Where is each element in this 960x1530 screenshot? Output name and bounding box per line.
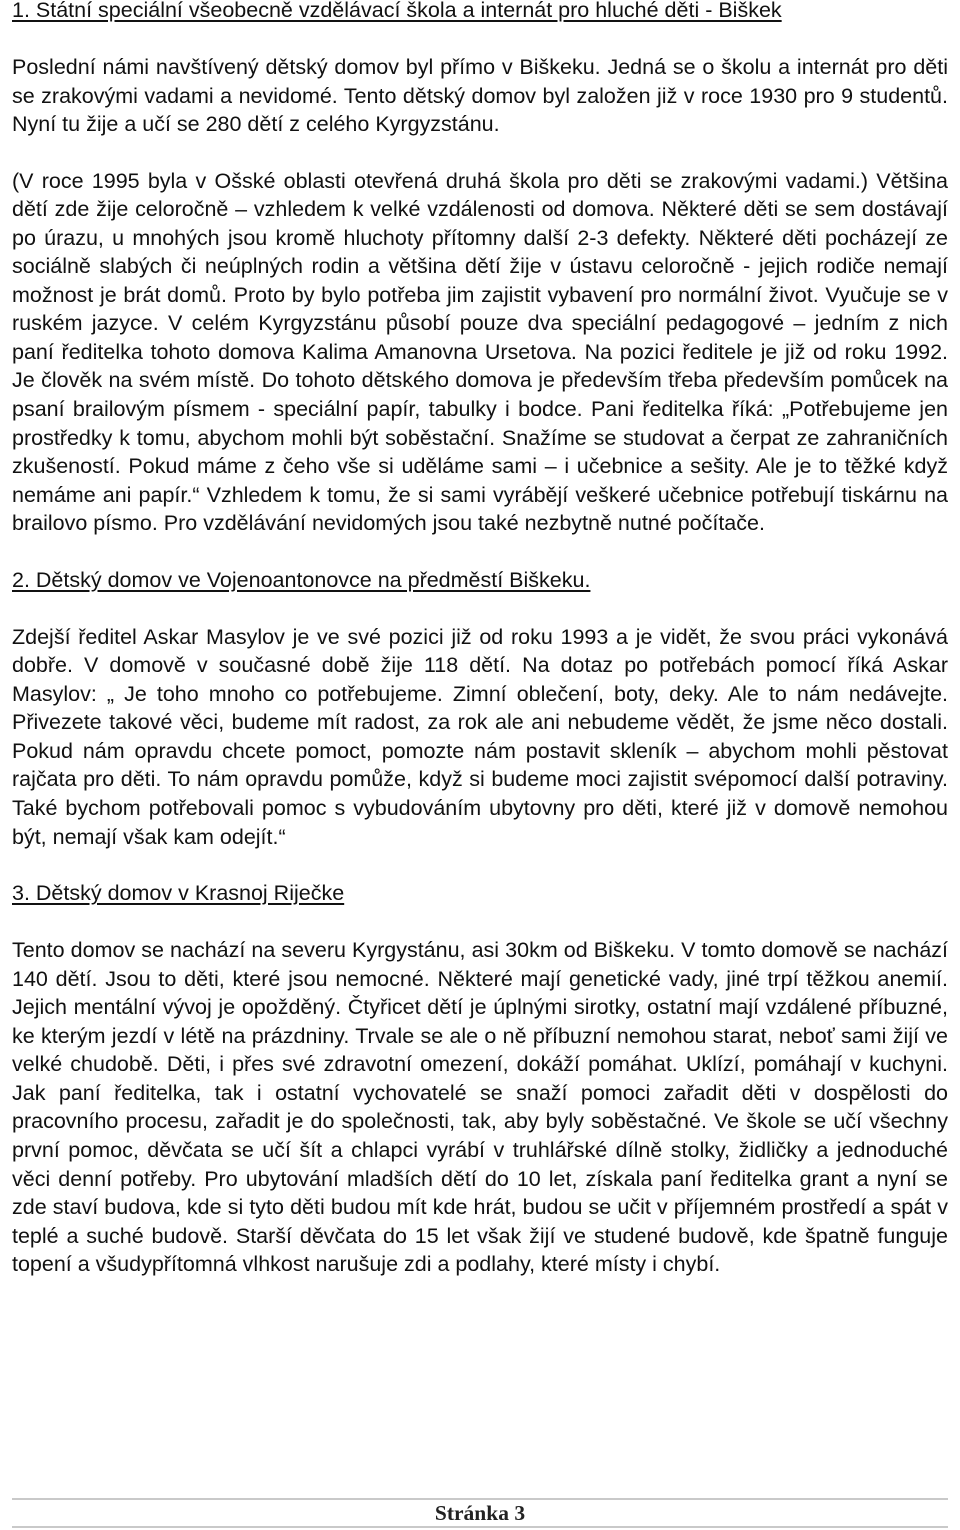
page-footer [0, 1484, 960, 1530]
section-1-paragraph-2: (V roce 1995 byla v Ošské oblasti otevřená druhá škola pro děti se zrakovými vadami.) Většina dětí zde žije celoročně – vzhledem k velké vzdálenosti od domova. Některé děti se sem dostávají po úrazu, u mnohých jsou kromě hluchoty přítomny další 2-3 defekty. Některé děti pocházejí ze sociálně slabých či neúplných rodin a většina dětí žije v ústavu celoročně - jejich rodiče nemají možnost je brát domů. Proto by bylo potřeba jim zajistit vybavení pro normální život. Vyučuje se v ruském jazyce. V celém Kyrgyzstánu působí pouze dva speciální pedagogové – jedním z nich paní ředitelka tohoto domova Kalima Amanovna Ursetova. Na pozici ředitele je již od roku 1992. Je člověk na svém místě. Do tohoto dětského domova je především třeba především pomůcek na psaní brailovým písmem - speciální papír, tabulky i bodce. Pani ředitelka říká: „Potřebujeme jen prostředky k tomu, abychom mohli být soběstační. Snažíme se studovat a čerpat ze zahraničních zkušeností. Pokud máme z čeho vše si uděláme sami – i učebnice a sešity. Ale je to těžké když nemáme ani papír.“ Vzhledem k tomu, že si sami vyrábějí veškeré učebnice potřebují tiskárnu na brailovo písmo. Pro vzdělávání nevidomých jsou také nezbytně nutné počítače. [12, 168, 948, 536]
section-heading-1: 1. Státní speciální všeobecně vzdělávací škola a internát pro hluché děti - Biškek [12, 0, 782, 22]
section-2-paragraph-1: Zdejší ředitel Askar Masylov je ve své pozici již od roku 1993 a je vidět, že svou práci vykonává dobře. V domově v současné době žije 118 dětí. Na dotaz po potřebách pomocí říká Askar Masylov: „ Je toho mnoho co potřebujeme. Zimní oblečení, boty, deky. Ale to nám nedávejte. Přivezete takové věci, budeme mít radost, za rok ale ani nebudeme vědět, že jsme něco dostali. Pokud nám opravdu chcete pomoct, pomozte nám postavit skleník – abychom mohli pěstovat rajčata pro děti. To nám opravdu pomůže, když si budeme moci zajistit svépomocí další potraviny. Také bychom potřebovali pomoc s vybudováním ubytovny pro děti, které již v domově nemohou být, nemají však kam odejít.“ [12, 624, 948, 849]
document-page [12, 0, 948, 1279]
spacer [12, 908, 948, 936]
spacer [12, 595, 948, 623]
page-number: Stránka 3 [434, 1501, 526, 1525]
spacer [12, 851, 948, 879]
spacer [12, 25, 948, 53]
spacer [12, 538, 948, 566]
section-1-paragraph-1: Poslední námi navštívený dětský domov byl přímo v Biškeku. Jedná se o školu a internát pro děti se zrakovými vadami a nevidomé. Tento dětský domov byl založen již v roce 1930 pro 9 studentů. Nyní tu žije a učí se 280 dětí z celého Kyrgyzstánu. [12, 55, 948, 137]
section-3-paragraph-1: Tento domov se nachází na severu Kyrgystánu, asi 30km od Biškeku. V tomto domově se nachází 140 dětí. Jsou to děti, které jsou nemocné. Některé mají genetické vady, jiné trpí těžkou anemií. Jejich mentální vývoj je opožděný. Čtyřicet dětí je úplnými sirotky, ostatní mají vzdálené příbuzné, ke kterým jezdí v létě na prázdniny. Trvale se ale o ně příbuzní nemohou starat, neboť sami žijí ve velké chudobě. Děti, i přes své zdravotní omezení, dokáží pomáhat. Uklízí, pomáhají v kuchyni. Jak paní ředitelka, tak i ostatní vychovatelé se snaží pomoci zařadit děti v dospělosti do pracovního procesu, zařadit je do společnosti, tak, aby byly soběstačné. Ve škole se učí všechny první pomoc, děvčata se učí šít a chlapci vyrábí v truhlářské dílně stolky, židličky a jednoduché věci denní potřeby. Pro ubytování mladších dětí do 10 let, získala paní ředitelka grant a nyní se zde staví budova, kde si tyto děti budou mít kde hrát, budou se učit v příjemném prostředí a spát v teplé a suché budově. Starší děvčata do 15 let však žijí ve studené budově, kde špatně funguje topení a všudypřítomná vlhkost narušuje zdi a podlahy, které místy i chybí. [12, 938, 948, 1277]
footer-divider-bottom [12, 1526, 948, 1528]
spacer [12, 139, 948, 167]
section-heading-2: 2. Dětský domov ve Vojenoantonovce na předměstí Biškeku. [12, 567, 591, 592]
section-heading-3: 3. Dětský domov v Krasnoj Riječke [12, 881, 345, 906]
